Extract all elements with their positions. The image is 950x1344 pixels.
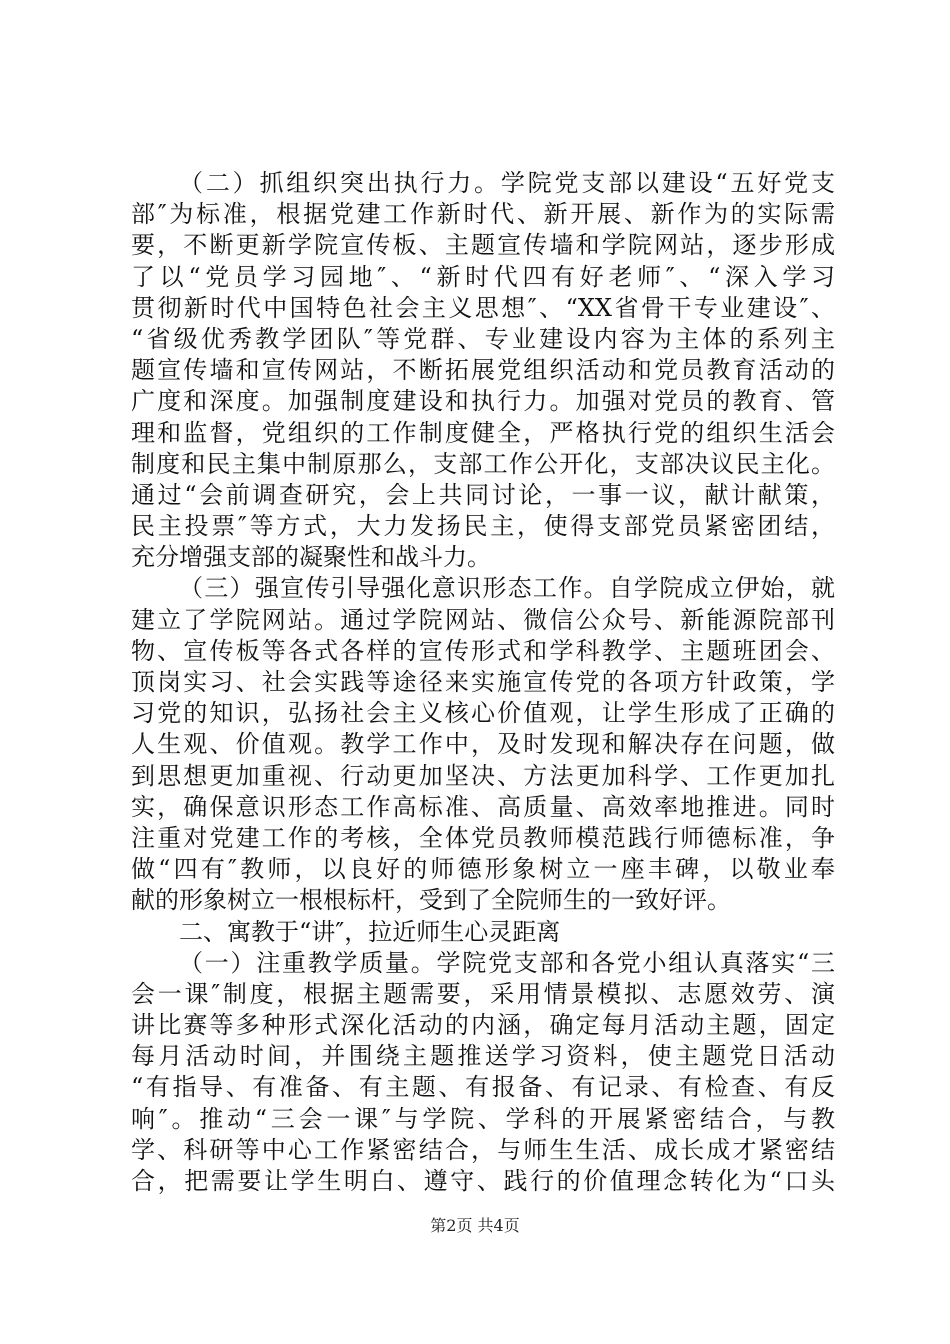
text-line: 注重对党建工作的考核，全体党员教师模范践行师德标准，争 bbox=[131, 823, 835, 852]
text-line: （三）强宣传引导强化意识形态工作。自学院成立伊始，就 bbox=[179, 574, 835, 603]
text-line: 习党的知识，弘扬社会主义核心价值观，让学生形成了正确的 bbox=[131, 699, 835, 728]
page-footer: 第2页 共4页 bbox=[430, 1216, 520, 1235]
text-line: 每月活动时间，并围绕主题推送学习资料，使主题党日活动 bbox=[131, 1042, 835, 1071]
text-line: （二）抓组织突出执行力。学院党支部以建设“五好党支 bbox=[179, 169, 835, 197]
text-line: 要，不断更新学院宣传板、主题宣传墙和学院网站，逐步形成 bbox=[131, 231, 835, 260]
text-line: 制度和民主集中制原那么，支部工作公开化，支部决议民主化。 bbox=[131, 449, 835, 478]
text-line: 物、宣传板等各式各样的宣传形式和学科教学、主题班团会、 bbox=[131, 636, 835, 665]
text-line: 实，确保意识形态工作高标准、高质量、高效率地推进。同时 bbox=[131, 792, 835, 821]
text-line: 贯彻新时代中国特色社会主义思想″、“XX省骨干专业建设″、 bbox=[131, 293, 835, 322]
text-line: 广度和深度。加强制度建设和执行力。加强对党员的教育、管 bbox=[131, 387, 835, 416]
text-line: “有指导、有准备、有主题、有报备、有记录、有检查、有反 bbox=[131, 1073, 835, 1102]
text-line: 人生观、价值观。教学工作中，及时发现和解决存在问题，做 bbox=[131, 730, 835, 759]
text-line: 二、寓教于“讲″，拉近师生心灵距离 bbox=[179, 917, 561, 946]
document-body bbox=[131, 168, 835, 1197]
text-line: 顶岗实习、社会实践等途径来实施宣传党的各项方针政策，学 bbox=[131, 668, 835, 696]
text-line: “省级优秀教学团队″等党群、专业建设内容为主体的系列主 bbox=[131, 324, 835, 353]
text-line: 理和监督，党组织的工作制度健全，严格执行党的组织生活会 bbox=[131, 418, 835, 447]
text-line: （一）注重教学质量。学院党支部和各党小组认真落实“三 bbox=[179, 948, 835, 977]
text-line: 献的形象树立一根根标杆，受到了全院师生的一致好评。 bbox=[131, 886, 731, 915]
text-line: 民主投票″等方式，大力发扬民主，使得支部党员紧密团结， bbox=[131, 512, 835, 541]
text-line: 到思想更加重视、行动更加坚决、方法更加科学、工作更加扎 bbox=[131, 761, 835, 790]
text-line: 做“四有″教师，以良好的师德形象树立一座丰碑，以敬业奉 bbox=[131, 855, 835, 884]
text-line: 建立了学院网站。通过学院网站、微信公众号、新能源院部刊 bbox=[131, 605, 835, 634]
text-line: 讲比赛等多种形式深化活动的内涵，确定每月活动主题，固定 bbox=[131, 1011, 835, 1040]
text-line: 题宣传墙和宣传网站，不断拓展党组织活动和党员教育活动的 bbox=[131, 356, 835, 385]
text-line: 会一课″制度，根据主题需要，采用情景模拟、志愿效劳、演 bbox=[131, 979, 835, 1008]
text-line: 学、科研等中心工作紧密结合，与师生生活、成长成才紧密结 bbox=[131, 1135, 835, 1164]
text-line: 了以“党员学习园地″、“新时代四有好老师″、“深入学习 bbox=[131, 262, 835, 291]
text-line: 部″为标准，根据党建工作新时代、新开展、新作为的实际需 bbox=[131, 200, 835, 229]
text-line: 通过“会前调查研究，会上共同讨论，一事一议，献计献策， bbox=[131, 480, 835, 509]
text-line: 充分增强支部的凝聚性和战斗力。 bbox=[131, 543, 491, 572]
text-line: 合，把需要让学生明白、遵守、践行的价值理念转化为“口头 bbox=[131, 1167, 835, 1195]
text-line: 响″。推动“三会一课″与学院、学科的开展紧密结合，与教 bbox=[131, 1104, 835, 1133]
